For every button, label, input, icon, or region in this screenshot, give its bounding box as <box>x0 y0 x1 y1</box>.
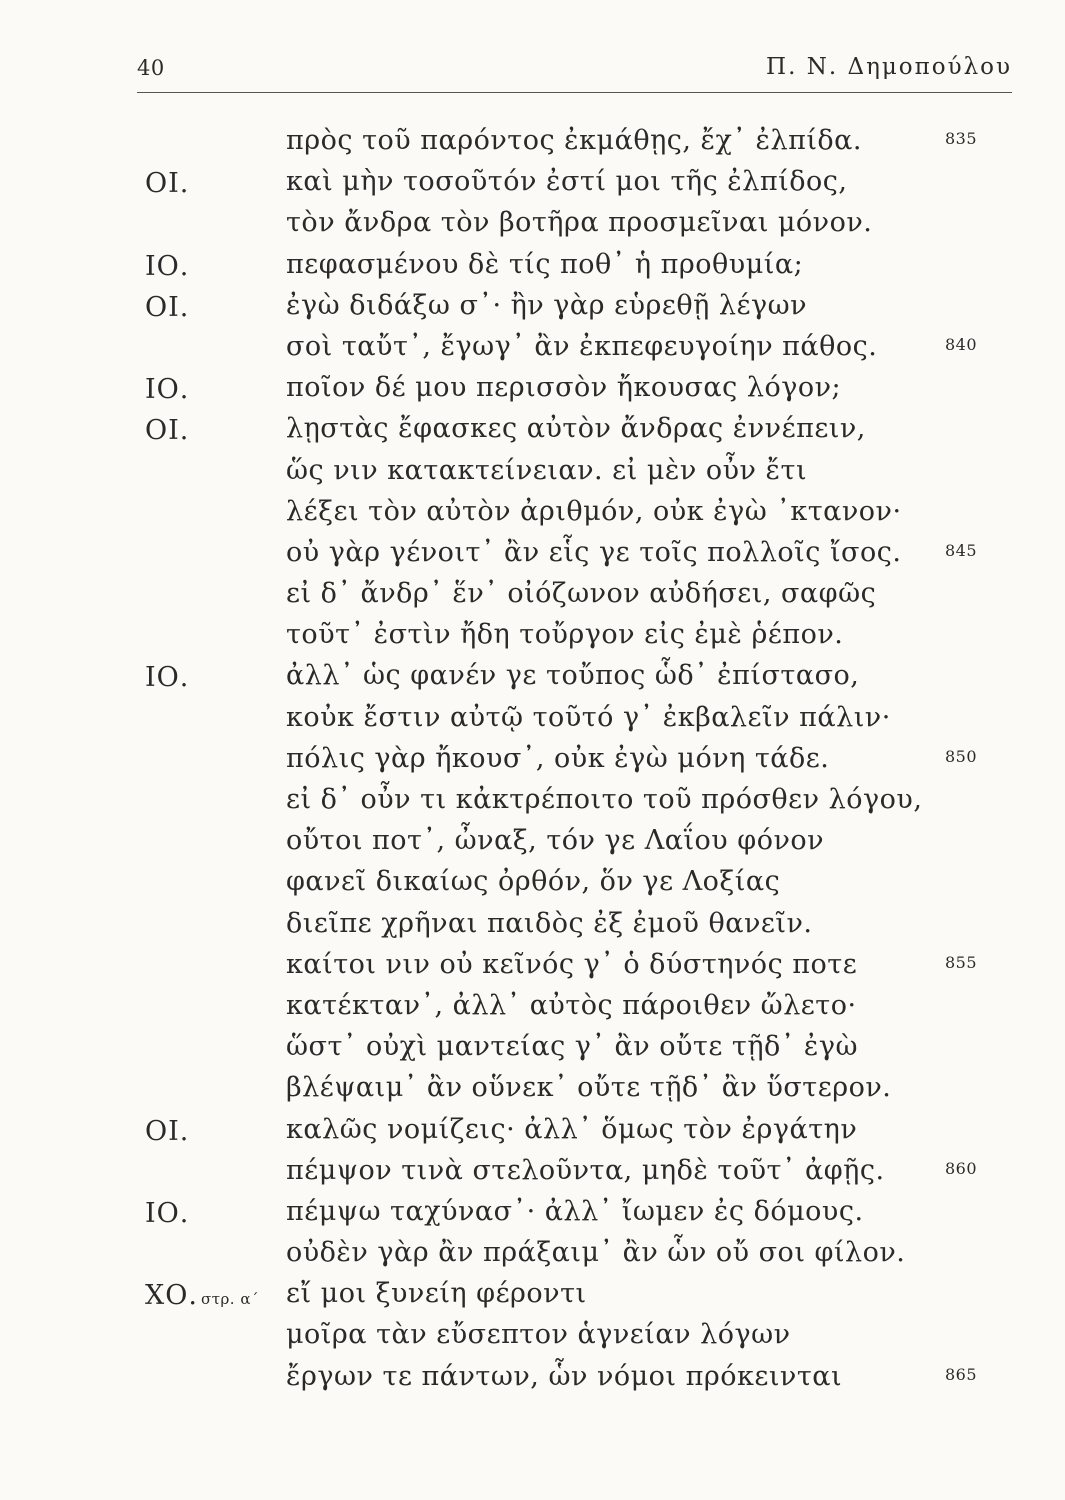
line-number: 855 <box>945 952 978 972</box>
verse-line <box>0 372 1065 413</box>
verse-text: οὐ γὰρ γένοιτ᾽ ἂν εἷς γε τοῖς πολλοῖς ἴσος. <box>286 536 902 568</box>
verse-text: ὥς νιν κατακτείνειαν. εἰ μὲν οὖν ἔτι <box>286 454 808 486</box>
speaker-label <box>145 1280 259 1311</box>
verse-line <box>0 1319 1065 1360</box>
verse-line <box>0 578 1065 619</box>
verse-line <box>0 1278 1065 1319</box>
verse-line <box>0 125 1065 166</box>
line-number: 850 <box>945 746 978 766</box>
verse-text: λῃστὰς ἔφασκες αὐτὸν ἄνδρας ἐννέπειν, <box>286 413 866 445</box>
speaker-name: ΙΟ. <box>145 250 190 282</box>
speaker-name: ΙΟ. <box>145 374 190 406</box>
page-header <box>137 50 1012 90</box>
verse-text: τοῦτ᾽ ἐστὶν ἤδη τοὔργον εἰς ἐμὲ ῥέπον. <box>286 619 844 651</box>
verse-line <box>0 908 1065 949</box>
verse-text: οὔτοι ποτ᾽, ὦναξ, τόν γε Λαΐου φόνον <box>286 825 825 857</box>
verse-text: εἰ δ᾽ ἄνδρ᾽ ἕν᾽ οἰόζωνον αὐδήσει, σαφῶς <box>286 578 877 610</box>
speaker-name: ΙΟ. <box>145 1197 190 1229</box>
verse-text: ὥστ᾽ οὐχὶ μαντείας γ᾽ ἂν οὔτε τῇδ᾽ ἐγὼ <box>286 1031 859 1063</box>
verse-text: μοῖρα τὰν εὔσεπτον ἁγνείαν λόγων <box>286 1319 791 1351</box>
verse-text: κατέκταν᾽, ἀλλ᾽ αὐτὸς πάροιθεν ὤλετο· <box>286 989 857 1021</box>
speaker-label <box>145 292 189 323</box>
line-number: 865 <box>945 1364 978 1384</box>
verse-text: πέμψον τινὰ στελοῦντα, μηδὲ τοῦτ᾽ ἀφῇς. <box>286 1154 885 1186</box>
verse-line <box>0 166 1065 207</box>
verse-text: διεῖπε χρῆναι παιδὸς ἐξ ἐμοῦ θανεῖν. <box>286 907 813 939</box>
speaker-label <box>145 1116 189 1147</box>
speaker-label <box>145 415 189 446</box>
speaker-label <box>145 662 189 693</box>
verse-line <box>0 743 1065 784</box>
verse-text: πέμψω ταχύνασ᾽· ἀλλ᾽ ἴωμεν ἐς δόμους. <box>286 1195 864 1227</box>
verse-text: σοὶ ταὔτ᾽, ἔγωγ᾽ ἂν ἐκπεφευγοίην πάθος. <box>286 330 878 362</box>
verse-line <box>0 290 1065 331</box>
verse-text: πρὸς τοῦ παρόντος ἐκμάθῃς, ἔχ᾽ ἐλπίδα. <box>286 125 862 156</box>
speaker-name: ΙΟ. <box>145 662 190 694</box>
verse-line <box>0 1155 1065 1196</box>
verse-line <box>0 825 1065 866</box>
verse-line <box>0 702 1065 743</box>
verse-line <box>0 990 1065 1031</box>
verse-text: οὐδὲν γὰρ ἂν πράξαιμ᾽ ἂν ὧν οὔ σοι φίλον. <box>286 1237 906 1269</box>
verse-line <box>0 1237 1065 1278</box>
verse-line <box>0 496 1065 537</box>
verse-text: φανεῖ δικαίως ὀρθόν, ὅν γε Λοξίας <box>286 866 781 898</box>
speaker-label <box>145 1198 189 1229</box>
verse-line <box>0 249 1065 290</box>
verse-text: βλέψαιμ᾽ ἂν οὕνεκ᾽ οὔτε τῇδ᾽ ἂν ὕστερον. <box>286 1072 892 1104</box>
speaker-label <box>145 168 189 199</box>
verse-line <box>0 619 1065 660</box>
speaker-name: ΟΙ. <box>145 291 190 323</box>
verse-text: εἴ μοι ξυνείη φέροντι <box>286 1278 587 1310</box>
verse-line <box>0 784 1065 825</box>
verse-text: καὶ μὴν τοσοῦτόν ἐστί μοι τῆς ἐλπίδος, <box>286 166 848 198</box>
verse-text: ποῖον δέ μου περισσὸν ἤκουσας λόγον; <box>286 372 842 404</box>
line-number: 840 <box>945 334 978 354</box>
running-head: Π. Ν. Δημοπούλου <box>766 54 1012 80</box>
verse-text: ἔργων τε πάντων, ὧν νόμοι πρόκεινται <box>286 1360 843 1392</box>
verse-line <box>0 1361 1065 1402</box>
speaker-name: ΟΙ. <box>145 1115 190 1147</box>
verse-text: τὸν ἄνδρα τὸν βοτῆρα προσμεῖναι μόνον. <box>286 207 873 239</box>
verse-line <box>0 207 1065 248</box>
verse-line <box>0 949 1065 990</box>
strophe-marker: στρ. α΄ <box>200 1290 259 1309</box>
verse-text: καίτοι νιν οὐ κεῖνός γ᾽ ὁ δύστηνός ποτε <box>286 948 858 980</box>
speaker-name: ΟΙ. <box>145 415 190 447</box>
verse-line <box>0 537 1065 578</box>
verse-line <box>0 1114 1065 1155</box>
verse-line <box>0 1072 1065 1113</box>
line-number: 845 <box>945 540 978 560</box>
header-rule <box>137 92 1012 93</box>
page-number: 40 <box>137 56 165 80</box>
line-number: 860 <box>945 1158 978 1178</box>
verse-line <box>0 331 1065 372</box>
speaker-label <box>145 251 189 282</box>
line-number: 835 <box>945 129 978 148</box>
verse-text: εἰ δ᾽ οὖν τι κἀκτρέποιτο τοῦ πρόσθεν λόγου, <box>286 784 923 815</box>
verse-line <box>0 660 1065 701</box>
verse-line <box>0 1196 1065 1237</box>
speaker-name: ΟΙ. <box>145 168 190 200</box>
verse-line <box>0 866 1065 907</box>
verse-text: καλῶς νομίζεις· ἀλλ᾽ ὅμως τὸν ἐργάτην <box>286 1113 858 1145</box>
verse-text: ἀλλ᾽ ὡς φανέν γε τοὔπος ὧδ᾽ ἐπίστασο, <box>286 660 860 692</box>
verse-text: πόλις γὰρ ἤκουσ᾽, οὐκ ἐγὼ μόνη τάδε. <box>286 742 830 774</box>
verse-text: πεφασμένου δὲ τίς ποθ᾽ ἡ προθυμία; <box>286 248 804 280</box>
verse-line <box>0 455 1065 496</box>
speaker-name: ΧΟ. <box>145 1280 198 1312</box>
verse-text-block <box>0 125 1065 1402</box>
speaker-label <box>145 374 189 405</box>
verse-line <box>0 1031 1065 1072</box>
verse-text: κοὐκ ἔστιν αὐτῷ τοῦτό γ᾽ ἐκβαλεῖν πάλιν· <box>286 701 891 733</box>
verse-line <box>0 413 1065 454</box>
verse-text: ἐγὼ διδάξω σ᾽· ἢν γὰρ εὑρεθῇ λέγων <box>286 289 808 321</box>
verse-text: λέξει τὸν αὐτὸν ἀριθμόν, οὐκ ἐγὼ ᾽κτανον· <box>286 495 902 527</box>
